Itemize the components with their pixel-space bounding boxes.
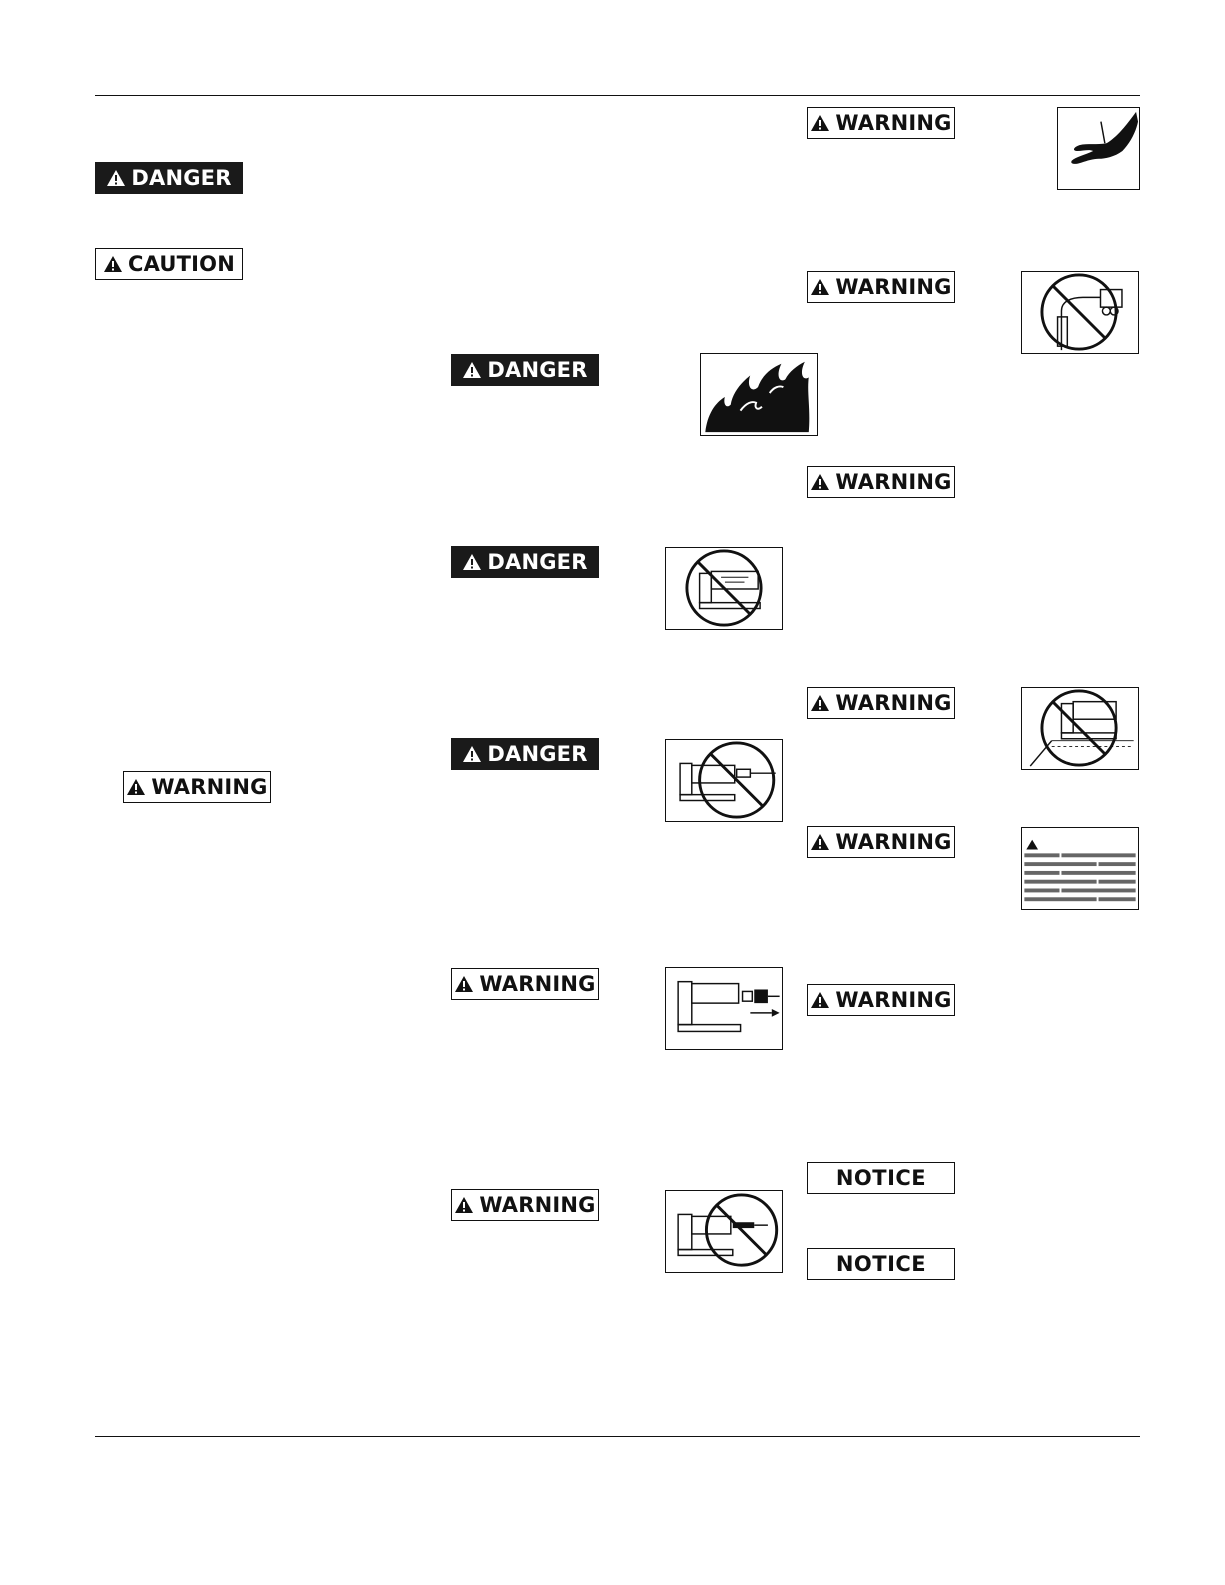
warning-text: WARNING <box>151 775 268 799</box>
warning-text: WARNING <box>835 988 952 1012</box>
warning-label <box>807 271 955 303</box>
alert-triangle-icon <box>810 278 830 296</box>
prohibited-edge-icon <box>1022 688 1138 769</box>
warning-text: WARNING <box>835 830 952 854</box>
danger-text: DANGER <box>487 742 588 766</box>
disconnect-air-supply-pictogram <box>665 967 783 1050</box>
fire-hazard-pictogram <box>700 353 818 436</box>
warning-text: WARNING <box>835 275 952 299</box>
hand-icon <box>1058 108 1139 189</box>
prohibited-tool-icon <box>666 548 782 629</box>
notice-label <box>807 1162 955 1194</box>
alert-triangle-icon <box>106 169 126 187</box>
warning-text: WARNING <box>479 972 596 996</box>
notice-label <box>807 1248 955 1280</box>
notice-text: NOTICE <box>835 1252 927 1276</box>
label-icon <box>1022 828 1138 909</box>
warning-label-pictogram <box>1021 827 1139 910</box>
warning-text: WARNING <box>835 111 952 135</box>
alert-triangle-icon <box>810 473 830 491</box>
warning-text: WARNING <box>835 470 952 494</box>
fire-icon <box>701 354 817 435</box>
alert-triangle-icon <box>462 745 482 763</box>
warning-text: WARNING <box>479 1193 596 1217</box>
alert-triangle-icon <box>810 694 830 712</box>
bottom-rule <box>95 1436 1140 1437</box>
top-rule <box>95 95 1140 96</box>
alert-triangle-icon <box>810 991 830 1009</box>
warning-label <box>123 771 271 803</box>
caution-text: CAUTION <box>127 252 236 276</box>
caution-label <box>95 248 243 280</box>
hand-injury-pictogram <box>1057 107 1140 190</box>
alert-triangle-icon <box>462 361 482 379</box>
alert-triangle-icon <box>103 255 123 273</box>
do-not-connect-air-pictogram <box>665 739 783 822</box>
danger-text: DANGER <box>487 550 588 574</box>
alert-triangle-icon <box>810 114 830 132</box>
no-air-connection-pictogram <box>665 1190 783 1273</box>
disconnect-tool-icon <box>666 968 782 1049</box>
alert-triangle-icon <box>126 778 146 796</box>
do-not-drive-near-edge-pictogram <box>1021 687 1139 770</box>
do-not-carry-by-hose-pictogram <box>1021 271 1139 354</box>
prohibited-air-icon <box>666 1191 782 1272</box>
warning-label <box>807 687 955 719</box>
alert-triangle-icon <box>462 553 482 571</box>
alert-triangle-icon <box>454 975 474 993</box>
danger-text: DANGER <box>487 358 588 382</box>
danger-text: DANGER <box>131 166 232 190</box>
warning-label <box>451 968 599 1000</box>
notice-text: NOTICE <box>835 1166 927 1190</box>
prohibited-connect-icon <box>666 740 782 821</box>
alert-triangle-icon <box>454 1196 474 1214</box>
warning-label <box>807 466 955 498</box>
alert-triangle-icon <box>810 833 830 851</box>
danger-label <box>95 162 243 194</box>
warning-label <box>451 1189 599 1221</box>
danger-label <box>451 546 599 578</box>
prohibited-carry-icon <box>1022 272 1138 353</box>
no-finger-on-trigger-pictogram <box>665 547 783 630</box>
warning-label <box>807 107 955 139</box>
warning-label <box>807 826 955 858</box>
warning-label <box>807 984 955 1016</box>
danger-label <box>451 738 599 770</box>
warning-text: WARNING <box>835 691 952 715</box>
danger-label <box>451 354 599 386</box>
